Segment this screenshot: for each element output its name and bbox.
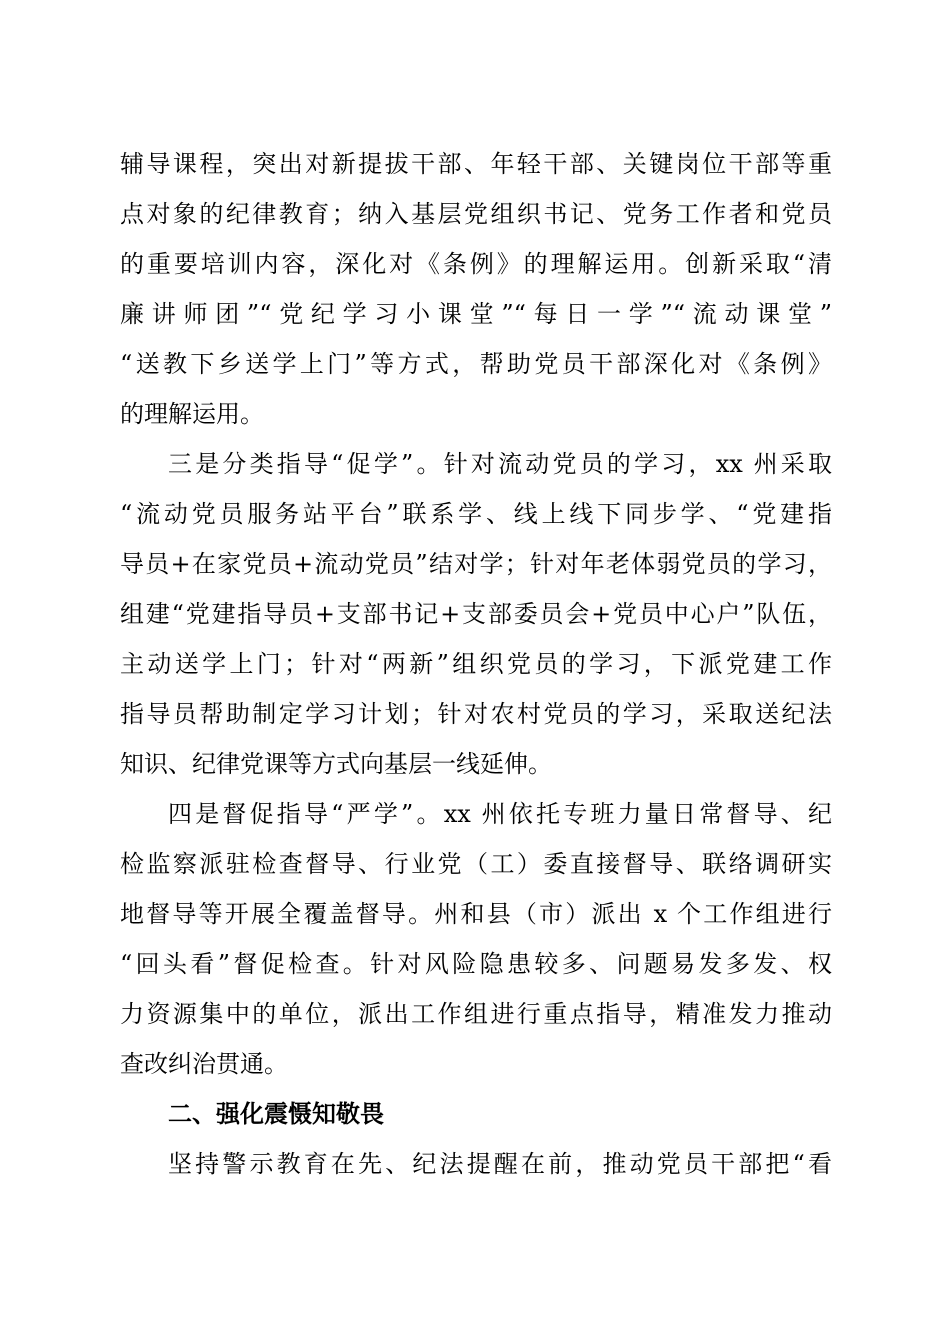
- text-line: 知识、纪律党课等方式向基层一线延伸。: [120, 750, 552, 778]
- text-line: 点对象的纪律教育；纳入基层党组织书记、党务工作者和党员: [120, 200, 832, 228]
- text-line: 组建“党建指导员+支部书记+支部委员会+党员中心户”队伍，: [120, 600, 832, 628]
- paragraph-warning-education: [120, 1139, 832, 1189]
- text-line: 主动送学上门；针对“两新”组织党员的学习，下派党建工作: [120, 650, 832, 678]
- text-line: 地督导等开展全覆盖督导。州和县（市）派出 x 个工作组进行: [120, 900, 832, 928]
- text-line: “流动党员服务站平台”联系学、线上线下同步学、“党建指: [120, 500, 832, 528]
- section-heading: 二、强化震慑知敬畏: [168, 1100, 384, 1128]
- text-line: 辅导课程，突出对新提拔干部、年轻干部、关键岗位干部等重: [120, 150, 832, 178]
- document-page: [120, 139, 832, 1189]
- text-line: 三是分类指导“促学”。针对流动党员的学习，xx 州采取: [168, 450, 832, 478]
- text-line: 查改纠治贯通。: [120, 1050, 288, 1078]
- text-line: 检监察派驻检查督导、行业党（工）委直接督导、联络调研实: [120, 850, 832, 878]
- text-line: 导员+在家党员+流动党员”结对学；针对年老体弱党员的学习，: [120, 550, 832, 578]
- paragraph-training-courses: [120, 139, 832, 439]
- paragraph-supervision-guidance: [120, 789, 832, 1089]
- text-line: 廉讲师团”“党纪学习小课堂”“每日一学”“流动课堂”: [120, 300, 832, 328]
- paragraph-classified-guidance: [120, 439, 832, 789]
- text-line: 指导员帮助制定学习计划；针对农村党员的学习，采取送纪法: [120, 700, 832, 728]
- text-line: 四是督促指导“严学”。xx 州依托专班力量日常督导、纪: [168, 800, 832, 828]
- text-line: 的重要培训内容，深化对《条例》的理解运用。创新采取“清: [120, 250, 832, 278]
- text-line: 力资源集中的单位，派出工作组进行重点指导，精准发力推动: [120, 1000, 832, 1028]
- text-line: “送教下乡送学上门”等方式，帮助党员干部深化对《条例》: [120, 350, 832, 378]
- text-line: 的理解运用。: [120, 400, 264, 428]
- text-line: “回头看”督促检查。针对风险隐患较多、问题易发多发、权: [120, 950, 832, 978]
- text-line: 坚持警示教育在先、纪法提醒在前，推动党员干部把“看: [168, 1150, 832, 1178]
